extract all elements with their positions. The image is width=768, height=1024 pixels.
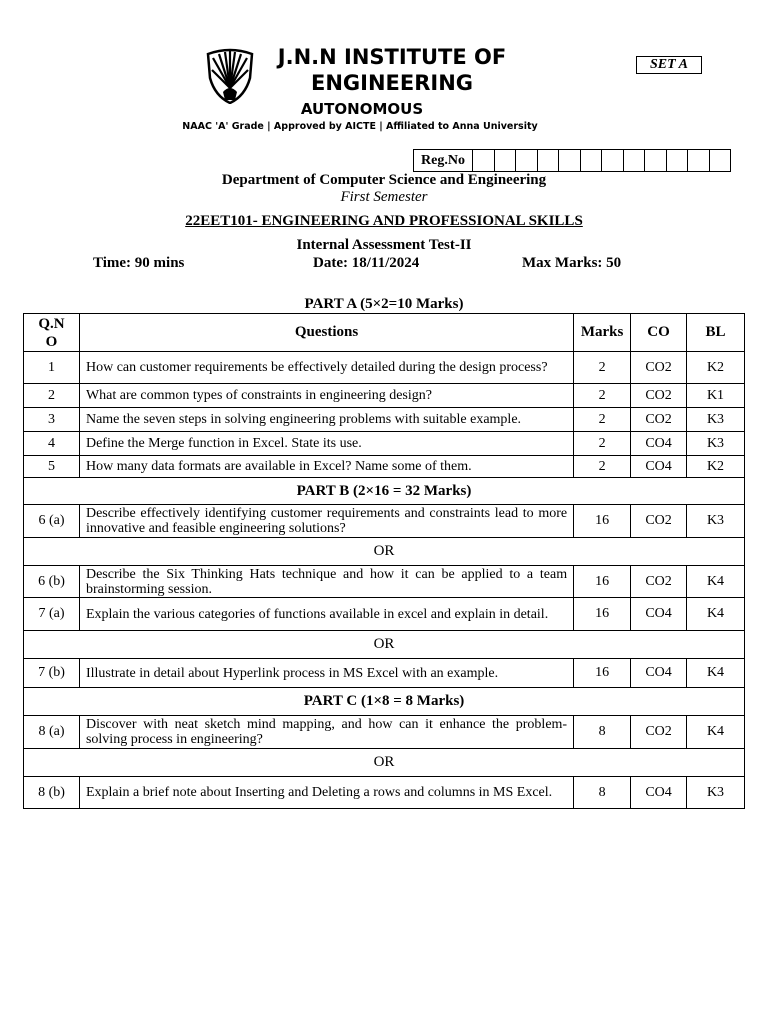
test-title: Internal Assessment Test-II (296, 237, 472, 253)
question-row (24, 456, 745, 478)
question-number: 4 (24, 432, 80, 456)
question-marks: 2 (574, 408, 631, 432)
question-co: CO4 (631, 659, 687, 688)
question-co: CO2 (631, 352, 687, 384)
column-header-marks: Marks (574, 314, 631, 352)
question-number: 5 (24, 456, 80, 478)
question-bl: K1 (687, 384, 745, 408)
question-co: CO4 (631, 598, 687, 631)
question-bl: K3 (687, 505, 745, 538)
reg-no-box (602, 150, 624, 172)
question-co: CO2 (631, 716, 687, 749)
question-number: 6 (b) (24, 566, 80, 598)
reg-no-box (516, 150, 538, 172)
question-marks: 8 (574, 716, 631, 749)
exam-date: Date: 18/11/2024 (313, 255, 420, 271)
question-bl: K3 (687, 432, 745, 456)
department-title: Department of Computer Science and Engineering (221, 172, 547, 188)
autonomous-label: AUTONOMOUS (300, 100, 424, 118)
reg-no-box (537, 150, 559, 172)
semester-label: First Semester (340, 189, 428, 205)
column-header-bl: BL (687, 314, 745, 352)
question-row (24, 598, 745, 631)
reg-no-box (645, 150, 667, 172)
question-marks: 16 (574, 505, 631, 538)
question-text: How can customer requirements be effectively detailed during the design process? (79, 352, 573, 384)
question-marks: 2 (574, 352, 631, 384)
course-title: 22EET101- ENGINEERING AND PROFESSIONAL SKILLS (185, 213, 583, 229)
accreditation-line: NAAC 'A' Grade | Approved by AICTE | Affiliated to Anna University (182, 121, 538, 132)
question-text: What are common types of constraints in engineering design? (79, 384, 573, 408)
question-row (24, 384, 745, 408)
question-row (24, 505, 745, 538)
part-a-title: PART A (5×2=10 Marks) (304, 296, 464, 312)
question-row (24, 566, 745, 598)
exam-max-marks: Max Marks: 50 (522, 255, 622, 271)
question-text: Name the seven steps in solving engineering problems with suitable example. (79, 408, 573, 432)
part-b-title: PART B (2×16 = 32 Marks) (24, 478, 745, 505)
question-bl: K3 (687, 777, 745, 809)
institute-name: J.N.N INSTITUTE OF ENGINEERING (277, 45, 507, 95)
question-row (24, 659, 745, 688)
question-bl: K4 (687, 566, 745, 598)
question-co: CO4 (631, 456, 687, 478)
reg-no-box (580, 150, 602, 172)
question-text: How many data formats are available in Excel? Name some of them. (79, 456, 573, 478)
or-separator: OR (24, 749, 745, 777)
question-bl: K4 (687, 598, 745, 631)
column-header-questions: Questions (79, 314, 573, 352)
question-number: 2 (24, 384, 80, 408)
question-row (24, 408, 745, 432)
question-text: Describe the Six Thinking Hats technique and how it can be applied to a team brainstorming session. (79, 566, 573, 598)
question-co: CO2 (631, 505, 687, 538)
reg-no-boxes (413, 149, 731, 172)
reg-no-box (494, 150, 516, 172)
question-marks: 8 (574, 777, 631, 809)
question-number: 1 (24, 352, 80, 384)
question-marks: 2 (574, 456, 631, 478)
question-table (23, 313, 745, 809)
question-number: 8 (a) (24, 716, 80, 749)
question-row (24, 432, 745, 456)
question-number: 7 (a) (24, 598, 80, 631)
question-co: CO2 (631, 566, 687, 598)
question-marks: 2 (574, 432, 631, 456)
question-number: 8 (b) (24, 777, 80, 809)
institute-logo-icon (205, 48, 255, 104)
question-bl: K4 (687, 716, 745, 749)
question-marks: 2 (574, 384, 631, 408)
column-header-co: CO (631, 314, 687, 352)
or-separator: OR (24, 538, 745, 566)
reg-no-box (666, 150, 688, 172)
question-row (24, 352, 745, 384)
question-co: CO4 (631, 777, 687, 809)
part-c-title: PART C (1×8 = 8 Marks) (24, 688, 745, 716)
question-bl: K2 (687, 456, 745, 478)
question-marks: 16 (574, 598, 631, 631)
set-badge: SET A (636, 56, 702, 74)
question-text: Discover with neat sketch mind mapping, and how can it enhance the problem-solving process in engineering? (79, 716, 573, 749)
question-text: Illustrate in detail about Hyperlink process in MS Excel with an example. (79, 659, 573, 688)
question-text: Explain the various categories of functions available in excel and explain in detail. (79, 598, 573, 631)
question-co: CO2 (631, 384, 687, 408)
question-co: CO4 (631, 432, 687, 456)
question-text: Explain a brief note about Inserting and Deleting a rows and columns in MS Excel. (79, 777, 573, 809)
question-number: 3 (24, 408, 80, 432)
reg-no-box (559, 150, 581, 172)
question-row (24, 777, 745, 809)
question-number: 7 (b) (24, 659, 80, 688)
reg-no-box (709, 150, 731, 172)
column-header-qno: Q.N O (24, 314, 80, 352)
question-bl: K4 (687, 659, 745, 688)
reg-no-box (688, 150, 710, 172)
reg-no-box (623, 150, 645, 172)
question-bl: K3 (687, 408, 745, 432)
question-marks: 16 (574, 659, 631, 688)
reg-no-label: Reg.No (414, 150, 473, 172)
question-number: 6 (a) (24, 505, 80, 538)
question-text: Define the Merge function in Excel. State its use. (79, 432, 573, 456)
reg-no-box (473, 150, 495, 172)
question-bl: K2 (687, 352, 745, 384)
question-text: Describe effectively identifying customer requirements and constraints lead to more innovative and feasible engineering solutions? (79, 505, 573, 538)
question-marks: 16 (574, 566, 631, 598)
or-separator: OR (24, 631, 745, 659)
exam-time: Time: 90 mins (93, 255, 185, 271)
question-row (24, 716, 745, 749)
question-co: CO2 (631, 408, 687, 432)
